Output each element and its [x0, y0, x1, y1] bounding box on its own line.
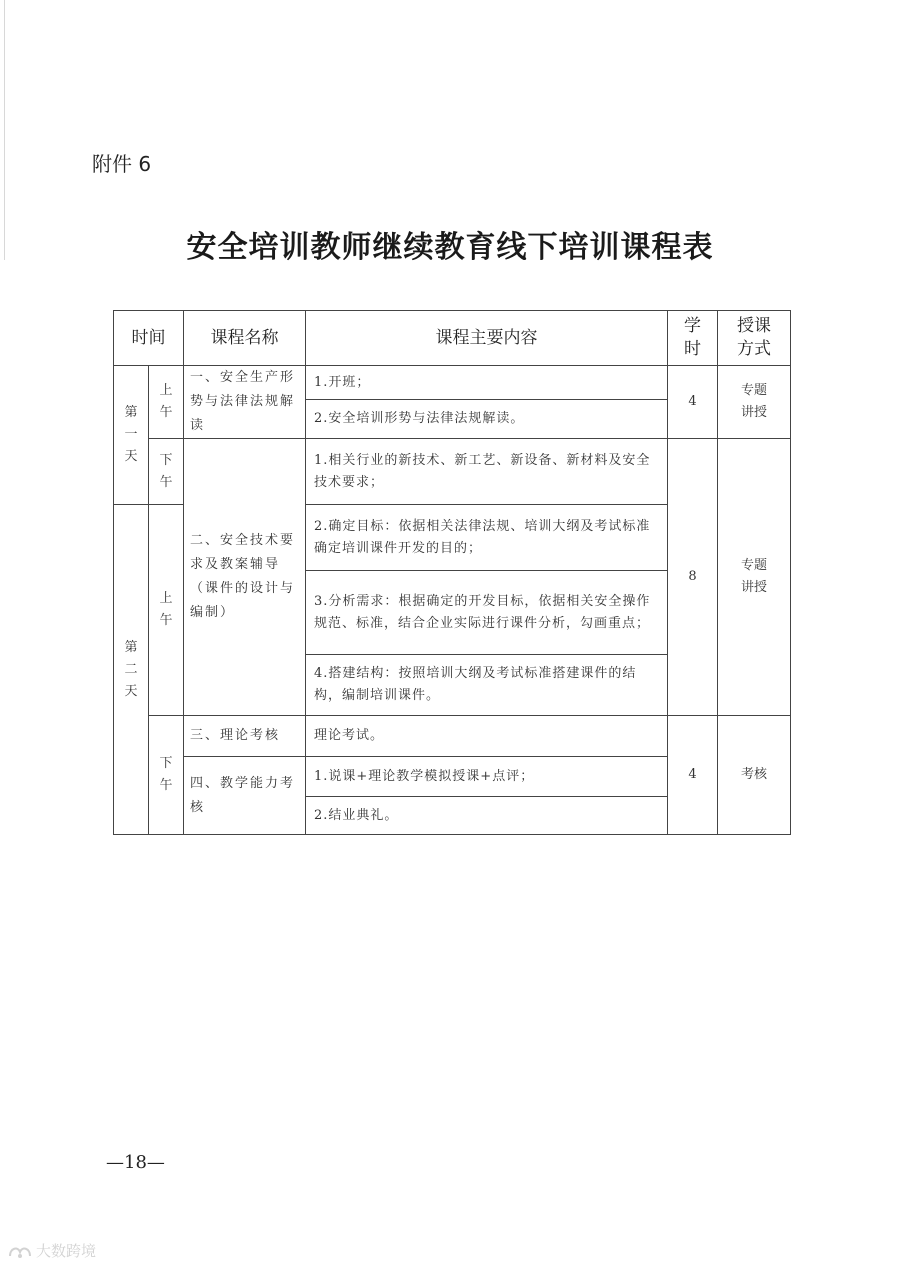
period-afternoon: 下 午 — [149, 716, 184, 835]
watermark-text: 大数跨境 — [36, 1242, 97, 1260]
table-header-row — [114, 311, 791, 366]
course-name: 二、安全技术要求及教案辅导（课件的设计与编制） — [184, 439, 306, 716]
course-content: 1.说课+理论教学模拟授课+点评； — [306, 757, 668, 797]
table-row — [114, 366, 791, 400]
method-cell: 专题 讲授 — [718, 366, 791, 439]
period-morning: 上 午 — [149, 366, 184, 439]
course-content: 1.开班； — [306, 366, 668, 400]
header-course: 课程名称 — [184, 311, 306, 366]
hours-cell: 8 — [668, 439, 718, 716]
scan-edge-line — [4, 0, 5, 260]
method-cell: 专题 讲授 — [718, 439, 791, 716]
course-content: 3.分析需求：根据确定的开发目标，依据相关安全操作规范、标准，结合企业实际进行课件分析，勾画重点； — [306, 571, 668, 655]
hours-cell: 4 — [668, 716, 718, 835]
watermark — [8, 1240, 96, 1261]
header-time: 时间 — [114, 311, 184, 366]
day-one-label: 第 一 天 — [114, 366, 149, 505]
course-name: 四、教学能力考核 — [184, 757, 306, 835]
table-row — [114, 716, 791, 757]
header-content: 课程主要内容 — [306, 311, 668, 366]
header-hours: 学 时 — [668, 311, 718, 366]
period-afternoon: 下 午 — [149, 439, 184, 505]
course-content: 2.安全培训形势与法律法规解读。 — [306, 400, 668, 439]
course-content: 2.结业典礼。 — [306, 797, 668, 835]
course-name: 三、理论考核 — [184, 716, 306, 757]
page-title: 安全培训教师继续教育线下培训课程表 — [186, 230, 714, 265]
course-content: 理论考试。 — [306, 716, 668, 757]
period-morning: 上 午 — [149, 505, 184, 716]
course-content: 2.确定目标：依据相关法律法规、培训大纲及考试标准确定培训课件开发的目的； — [306, 505, 668, 571]
course-name: 一、安全生产形势与法律法规解读 — [184, 366, 306, 439]
course-content: 1.相关行业的新技术、新工艺、新设备、新材料及安全技术要求； — [306, 439, 668, 505]
day-two-label: 第 二 天 — [114, 505, 149, 835]
method-cell: 考核 — [718, 716, 791, 835]
course-content: 4.搭建结构：按照培训大纲及考试标准搭建课件的结构，编制培训课件。 — [306, 655, 668, 716]
attachment-label: 附件 6 — [92, 152, 152, 176]
watermark-logo-icon — [8, 1244, 32, 1260]
schedule-table — [113, 310, 791, 835]
page-number: —18— — [106, 1152, 165, 1173]
header-method: 授课 方式 — [718, 311, 791, 366]
hours-cell: 4 — [668, 366, 718, 439]
table-row — [114, 439, 791, 505]
